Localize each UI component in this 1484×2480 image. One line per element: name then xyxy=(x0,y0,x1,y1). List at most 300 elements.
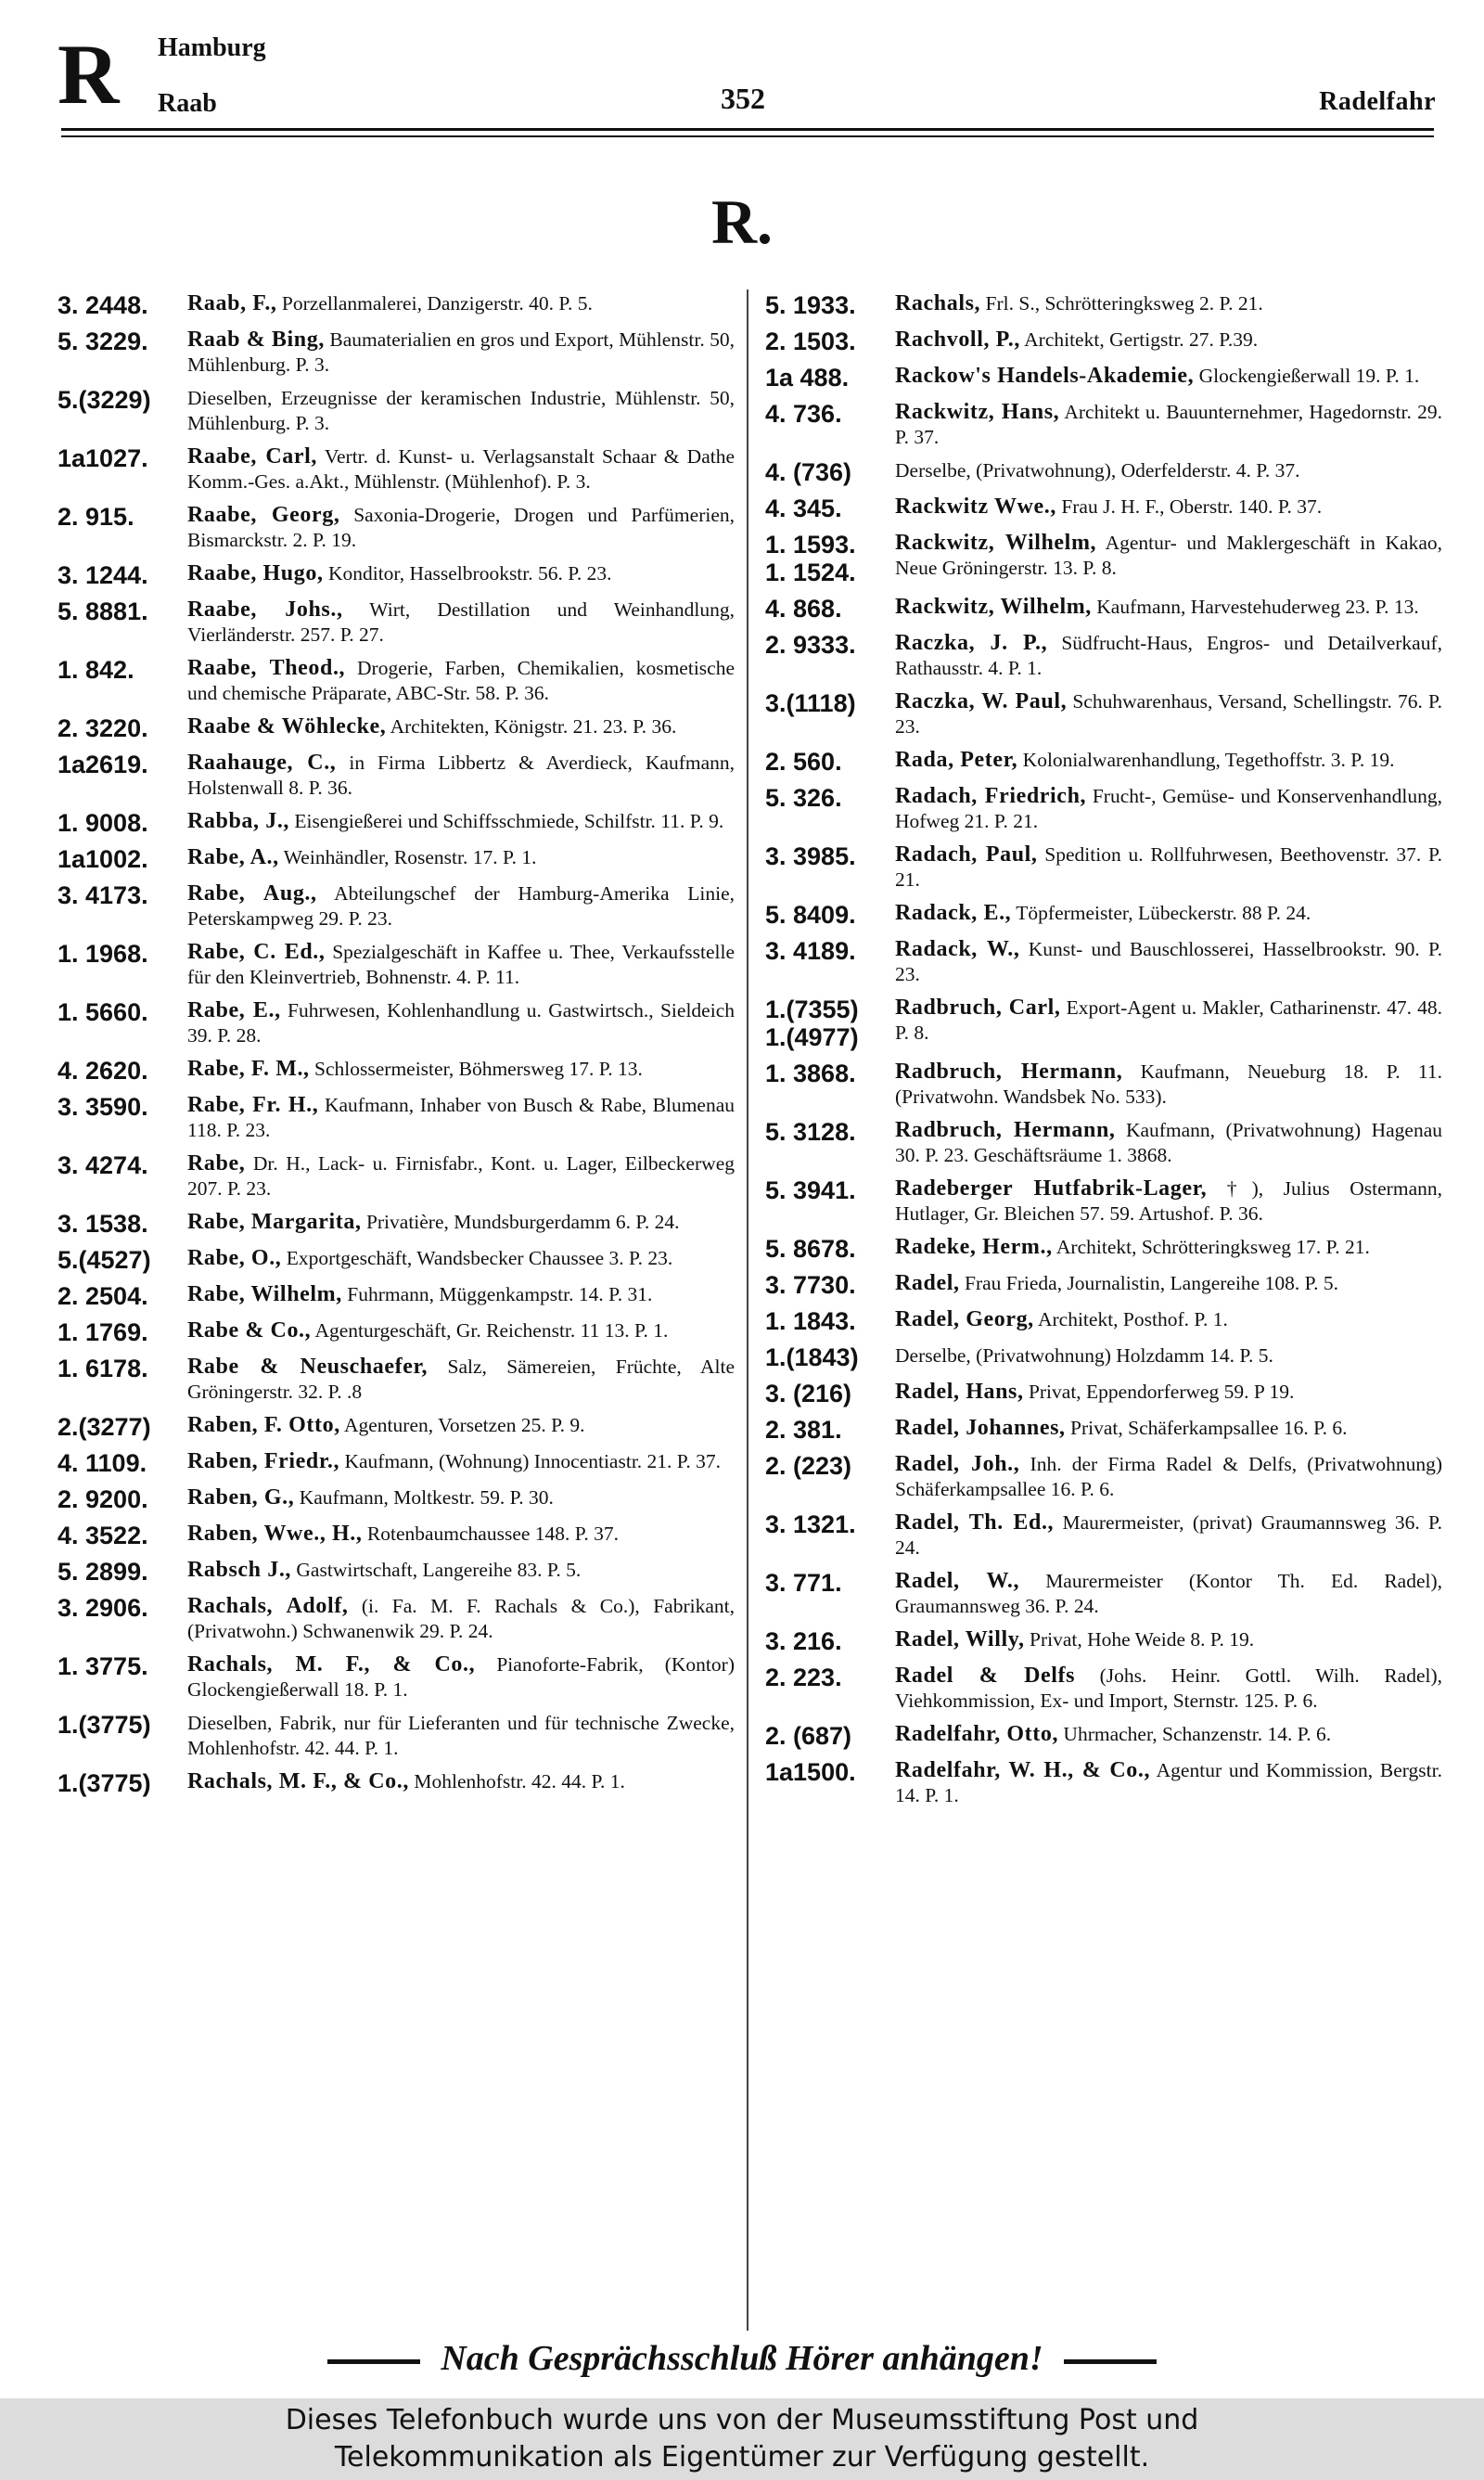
phone-number: 2. 223. xyxy=(765,1664,842,1691)
directory-entry xyxy=(58,809,735,837)
entry-name: Radel, Willy, xyxy=(895,1627,1025,1651)
directory-entry xyxy=(58,503,735,553)
directory-entry xyxy=(765,364,1442,392)
phone-number: 1.(3775) xyxy=(58,1769,151,1797)
phone-number: 3. 2906. xyxy=(58,1594,148,1622)
entry-name: Rabe, F. M., xyxy=(187,1057,310,1081)
entry-details: Mohlenhofstr. 42. 44. P. 1. xyxy=(408,1770,625,1793)
entry-text xyxy=(895,1722,1442,1747)
entry-text xyxy=(187,714,735,739)
entry-text xyxy=(187,1093,735,1143)
header-rule-thin xyxy=(61,135,1434,137)
entry-name: Raabe & Wöhlecke, xyxy=(187,714,387,739)
entry-name: Radbruch, Hermann, xyxy=(895,1118,1116,1142)
entry-name: Raben, Friedr., xyxy=(187,1449,340,1473)
entry-name: Radel, Johannes, xyxy=(895,1416,1066,1440)
phone-number: 4. 736. xyxy=(765,400,842,428)
header-last-name: Radelfahr xyxy=(1319,87,1436,116)
phone-number: 4. 345. xyxy=(765,495,842,522)
phone-number: 4. (736) xyxy=(765,458,852,486)
phone-number: 5. 1933. xyxy=(765,291,856,319)
entry-name: Rachals, M. F., & Co., xyxy=(187,1769,409,1793)
entry-name: Raczka, J. P., xyxy=(895,631,1048,655)
directory-entry xyxy=(765,1627,1442,1655)
phone-number: 1. 9008. xyxy=(58,809,148,837)
phone-number: 2. 2504. xyxy=(58,1282,148,1310)
phone-number: 1. 5660. xyxy=(58,998,148,1026)
directory-entry xyxy=(765,996,1442,1051)
phone-number: 3. 4189. xyxy=(765,937,856,965)
directory-entry xyxy=(765,1722,1442,1750)
phone-number: 4. 2620. xyxy=(58,1057,148,1085)
directory-entry xyxy=(58,1485,735,1513)
entry-text xyxy=(895,458,1442,483)
entry-details: Wirt, Destillation und Weinhandlung, Vierländerstr. 257. P. 27. xyxy=(187,598,735,646)
entry-text xyxy=(187,1210,735,1235)
entry-details: Salz, Sämereien, Früchte, Alte Gröningerstr. 32. P. .8 xyxy=(187,1356,735,1403)
directory-entry xyxy=(765,1060,1442,1110)
phone-number: 1. 3775. xyxy=(58,1652,148,1680)
entry-text xyxy=(895,996,1442,1046)
phone-number: 3. 771. xyxy=(765,1569,842,1597)
entry-name: Rachals, Adolf, xyxy=(187,1594,349,1618)
entry-text xyxy=(187,598,735,648)
entry-details: Kaufmann, Neueburg 18. P. 11. (Privatwohn. Wandsbek No. 533). xyxy=(895,1060,1442,1108)
directory-entry xyxy=(58,291,735,319)
directory-entry xyxy=(58,1711,735,1761)
directory-entry xyxy=(765,784,1442,834)
entry-details: Kunst- und Bauschlosserei, Hasselbrookstr. 90. P. 23. xyxy=(895,938,1442,985)
entry-text xyxy=(187,998,735,1048)
phone-number: 5.(4527) xyxy=(58,1246,151,1274)
entry-name: Rackwitz, Wilhelm, xyxy=(895,531,1097,555)
directory-entry xyxy=(765,458,1442,486)
entry-text xyxy=(895,531,1442,581)
entry-name: Raab & Bing, xyxy=(187,328,325,352)
phone-number: 1a2619. xyxy=(58,751,148,778)
entry-details: Frl. S., Schrötteringksweg 2. P. 21. xyxy=(980,292,1263,315)
entry-name: Rabsch J., xyxy=(187,1558,292,1582)
entry-text xyxy=(187,386,735,436)
entry-name: Raabe, Carl, xyxy=(187,444,318,469)
entry-name: Radel, Th. Ed., xyxy=(895,1510,1055,1535)
phone-number: 3. 4173. xyxy=(58,881,148,909)
phone-number: 5. 3941. xyxy=(765,1176,856,1204)
entry-name: Radach, Friedrich, xyxy=(895,784,1087,808)
entry-details: Architekt, Gertigstr. 27. P.39. xyxy=(1019,328,1259,351)
entry-details: Baumaterialien en gros und Export, Mühlenstr. 50, Mühlenburg. P. 3. xyxy=(187,328,735,376)
credit-line-1: Dieses Telefonbuch wurde uns von der Museumsstiftung Post und xyxy=(285,2404,1199,2436)
entry-details: Konditor, Hasselbrookstr. 56. P. 23. xyxy=(323,562,612,585)
directory-entry xyxy=(765,328,1442,355)
entry-text xyxy=(187,1151,735,1201)
phone-number: 1.(7355) 1.(4977) xyxy=(765,996,859,1051)
phone-number: 3. 3590. xyxy=(58,1093,148,1121)
entry-details: Frau Frieda, Journalistin, Langereihe 108. P. 5. xyxy=(959,1272,1339,1294)
entry-text xyxy=(895,689,1442,739)
directory-entry xyxy=(58,714,735,742)
entry-name: Raabe, Theod., xyxy=(187,656,346,680)
phone-number: 3. (216) xyxy=(765,1380,852,1407)
section-heading: R. xyxy=(710,186,774,257)
directory-entry xyxy=(765,1416,1442,1444)
entry-details: Spezialgeschäft in Kaffee u. Thee, Verkaufsstelle für den Kleinvertrieb, Bohnenstr. 4. P. 11. xyxy=(187,941,735,988)
phone-number: 1a1027. xyxy=(58,444,148,472)
entry-details: Eisengießerei und Schiffsschmiede, Schilfstr. 11. P. 9. xyxy=(289,810,724,832)
entry-name: Rachals, xyxy=(895,291,981,315)
entry-details: Vertr. d. Kunst- u. Verlagsanstalt Schaar & Dathe Komm.-Ges. a.Akt., Mühlenstr. (Mühlenhof). P. 3. xyxy=(187,445,736,493)
directory-entry xyxy=(58,1769,735,1797)
directory-entry xyxy=(58,561,735,589)
directory-entry xyxy=(765,595,1442,623)
directory-entry xyxy=(58,1282,735,1310)
entry-name: Raabe, Georg, xyxy=(187,503,340,527)
entry-details: Agenturgeschäft, Gr. Reichenstr. 11 13. P. 1. xyxy=(311,1319,669,1342)
directory-entry xyxy=(58,1558,735,1586)
entry-details: Dieselben, Fabrik, nur für Lieferanten und für technische Zwecke, Mohlenhofstr. 42. 44. P. 1. xyxy=(187,1712,735,1759)
entry-name: Rada, Peter, xyxy=(895,748,1018,772)
entry-text xyxy=(187,1558,735,1583)
entry-details: Kaufmann, Moltkestr. 59. P. 30. xyxy=(294,1486,554,1509)
entry-text xyxy=(895,1307,1442,1332)
entry-name: Rabe, Aug., xyxy=(187,881,317,906)
slogan-dash-left xyxy=(327,2359,420,2364)
entry-name: Rabe, A., xyxy=(187,845,279,869)
entry-text xyxy=(187,1413,735,1438)
phone-number: 2. 560. xyxy=(765,748,842,776)
entry-text xyxy=(187,751,735,801)
entry-details: Agentur- und Maklergeschäft in Kakao, Neue Gröningerstr. 13. P. 8. xyxy=(895,532,1443,579)
directory-entry xyxy=(765,1758,1442,1808)
directory-entry xyxy=(765,1452,1442,1502)
directory-entry xyxy=(58,1151,735,1201)
entry-details: Maurermeister (Kontor Th. Ed. Radel), Graumannsweg 36. P. 24. xyxy=(895,1570,1442,1617)
entry-name: Rabe & Co., xyxy=(187,1318,312,1343)
directory-entry xyxy=(765,1380,1442,1407)
directory-entry xyxy=(765,842,1442,893)
entry-text xyxy=(895,291,1442,316)
directory-entry xyxy=(765,631,1442,681)
entry-details: Architekt u. Bauunternehmer, Hagedornstr. 29. P. 37. xyxy=(895,401,1442,448)
directory-entry xyxy=(58,386,735,436)
entry-details: Kaufmann, Inhaber von Busch & Rabe, Blumenau 118. P. 23. xyxy=(187,1094,736,1141)
entry-name: Raahauge, C., xyxy=(187,751,337,775)
entry-name: Radel, Joh., xyxy=(895,1452,1020,1476)
entry-details: Gastwirtschaft, Langereihe 83. P. 5. xyxy=(291,1559,582,1581)
phone-number: 1. 1593. 1. 1524. xyxy=(765,531,856,586)
entry-details: Derselbe, (Privatwohnung), Oderfelderstr. 4. P. 37. xyxy=(895,459,1300,482)
directory-entry xyxy=(58,1246,735,1274)
entry-details: Kaufmann, Harvestehuderweg 23. P. 13. xyxy=(1091,596,1419,618)
entry-details: Fuhrmann, Müggenkampstr. 14. P. 31. xyxy=(341,1283,653,1305)
entry-name: Rabba, J., xyxy=(187,809,290,833)
entry-details: Uhrmacher, Schanzenstr. 14. P. 6. xyxy=(1058,1723,1332,1745)
entry-text xyxy=(187,1057,735,1082)
entry-name: Raczka, W. Paul, xyxy=(895,689,1068,713)
entry-name: Radeberger Hutfabrik-Lager, xyxy=(895,1176,1208,1201)
right-column xyxy=(765,291,1442,1817)
entry-name: Raben, Wwe., H., xyxy=(187,1522,363,1546)
directory-entry xyxy=(58,845,735,873)
directory-entry xyxy=(58,1594,735,1644)
directory-entry xyxy=(58,328,735,378)
phone-number: 1. 6178. xyxy=(58,1355,148,1382)
directory-entry xyxy=(58,598,735,648)
entry-name: Radel & Delfs xyxy=(895,1664,1076,1688)
directory-entry xyxy=(58,1057,735,1085)
directory-entry xyxy=(765,748,1442,776)
entry-details: Südfrucht-Haus, Engros- und Detailverkauf, Rathausstr. 4. P. 1. xyxy=(895,632,1442,679)
entry-name: Rabe, Wilhelm, xyxy=(187,1282,342,1306)
directory-entry xyxy=(765,1235,1442,1263)
entry-name: Raabe, Johs., xyxy=(187,598,343,622)
entry-details: Derselbe, (Privatwohnung) Holzdamm 14. P. 5. xyxy=(895,1344,1273,1367)
entry-details: Architekt, Schrötteringksweg 17. P. 21. xyxy=(1052,1236,1370,1258)
entry-text xyxy=(895,901,1442,926)
entry-name: Rabe, E., xyxy=(187,998,281,1022)
entry-details: Weinhändler, Rosenstr. 17. P. 1. xyxy=(278,846,537,868)
entry-details: Inh. der Firma Radel & Delfs, (Privatwohnung) Schäferkampsallee 16. P. 6. xyxy=(895,1453,1442,1500)
entry-text xyxy=(187,656,735,706)
directory-entry xyxy=(765,1118,1442,1168)
page-number: 352 xyxy=(721,82,765,115)
entry-name: Radel, W., xyxy=(895,1569,1020,1593)
entry-name: Rabe & Neuschaefer, xyxy=(187,1355,429,1379)
entry-name: Raab, F., xyxy=(187,291,277,315)
phone-number: 2. 9333. xyxy=(765,631,856,659)
entry-details: Frau J. H. F., Oberstr. 140. P. 37. xyxy=(1055,495,1323,518)
entry-name: Radel, Hans, xyxy=(895,1380,1024,1404)
entry-text xyxy=(187,444,735,495)
entry-name: Radel, xyxy=(895,1271,960,1295)
directory-entry xyxy=(58,940,735,990)
entry-text xyxy=(895,1380,1442,1405)
entry-text xyxy=(187,1769,735,1794)
entry-text xyxy=(187,328,735,378)
entry-text xyxy=(895,1510,1442,1561)
entry-name: Radel, Georg, xyxy=(895,1307,1034,1331)
entry-details: (Johs. Heinr. Gottl. Wilh. Radel), Viehkommission, Ex- und Import, Sternstr. 125. P. 6. xyxy=(895,1664,1443,1712)
entry-details: Agenturen, Vorsetzen 25. P. 9. xyxy=(339,1414,585,1436)
entry-details: Kaufmann, (Wohnung) Innocentiastr. 21. P. 37. xyxy=(339,1450,721,1472)
entry-name: Radbruch, Hermann, xyxy=(895,1060,1123,1084)
entry-name: Radelfahr, Otto, xyxy=(895,1722,1059,1746)
entry-name: Radack, W., xyxy=(895,937,1020,961)
entry-text xyxy=(895,937,1442,987)
entry-name: Raben, F. Otto, xyxy=(187,1413,340,1437)
entry-details: Schlossermeister, Böhmersweg 17. P. 13. xyxy=(309,1058,643,1080)
credit-line-2: Telekommunikation als Eigentümer zur Verfügung gestellt. xyxy=(334,2441,1150,2474)
entry-details: Privat, Schäferkampsallee 16. P. 6. xyxy=(1065,1417,1348,1439)
phone-number: 3. 2448. xyxy=(58,291,148,319)
entry-text xyxy=(895,328,1442,353)
credit-banner xyxy=(0,2398,1484,2480)
phone-number: 1a 488. xyxy=(765,364,850,392)
entry-details: in Firma Libbertz & Averdieck, Kaufmann, Holstenwall 8. P. 36. xyxy=(187,752,735,799)
entry-text xyxy=(895,631,1442,681)
entry-name: Rabe, xyxy=(187,1151,246,1176)
phone-number: 3. 3985. xyxy=(765,842,856,870)
phone-number: 4. 868. xyxy=(765,595,842,623)
directory-entry xyxy=(58,1449,735,1477)
entry-name: Rabe, Fr. H., xyxy=(187,1093,319,1117)
entry-text xyxy=(187,561,735,586)
entry-details: Privat, Hohe Weide 8. P. 19. xyxy=(1024,1628,1255,1651)
directory-entry xyxy=(58,751,735,801)
entry-details: Pianoforte-Fabrik, (Kontor) Glockengießerwall 18. P. 1. xyxy=(187,1653,735,1701)
phone-number: 1a1002. xyxy=(58,845,148,873)
directory-entry xyxy=(765,1510,1442,1561)
entry-text xyxy=(187,1485,735,1510)
entry-details: Architekt, Posthof. P. 1. xyxy=(1033,1308,1228,1330)
entry-details: Frucht-, Gemüse- und Konservenhandlung, Hofweg 21. P. 21. xyxy=(895,785,1443,832)
entry-text xyxy=(187,503,735,553)
directory-entry xyxy=(765,1307,1442,1335)
phone-number: 1.(1843) xyxy=(765,1343,859,1371)
phone-number: 5. 2899. xyxy=(58,1558,148,1586)
entry-details: Privat, Eppendorferweg 59. P 19. xyxy=(1023,1381,1295,1403)
entry-name: Raben, G., xyxy=(187,1485,295,1510)
entry-text xyxy=(895,1452,1442,1502)
directory-entry xyxy=(765,689,1442,739)
entry-text xyxy=(187,1711,735,1761)
phone-number: 3.(1118) xyxy=(765,689,856,717)
phone-number: 5. 326. xyxy=(765,784,842,812)
phone-number: 2.(3277) xyxy=(58,1413,151,1441)
slogan-text: Nach Gesprächsschluß Hörer anhängen! xyxy=(441,2339,1043,2378)
entry-name: Rabe, O., xyxy=(187,1246,282,1270)
entry-text xyxy=(895,364,1442,389)
directory-entry xyxy=(58,1093,735,1143)
entry-text xyxy=(187,1449,735,1474)
entry-text xyxy=(187,1246,735,1271)
column-divider xyxy=(747,289,748,2331)
phone-number: 5. 8678. xyxy=(765,1235,856,1263)
phone-number: 3. 1538. xyxy=(58,1210,148,1238)
entry-text xyxy=(187,1355,735,1405)
entry-text xyxy=(895,784,1442,834)
phone-number: 4. 3522. xyxy=(58,1522,148,1549)
entry-text xyxy=(895,400,1442,450)
phone-number: 1. 842. xyxy=(58,656,134,684)
entry-text xyxy=(187,1318,735,1343)
entry-text xyxy=(895,1664,1442,1714)
entry-details: Maurermeister, (privat) Graumannsweg 36. P. 24. xyxy=(895,1511,1442,1559)
phone-number: 1a1500. xyxy=(765,1758,856,1786)
phone-number: 5. 8409. xyxy=(765,901,856,929)
entry-details: Schuhwarenhaus, Versand, Schellingstr. 76. P. 23. xyxy=(895,690,1442,738)
directory-entry xyxy=(765,901,1442,929)
directory-entry xyxy=(765,937,1442,987)
entry-details: Agentur und Kommission, Bergstr. 14. P. 1. xyxy=(895,1759,1442,1806)
phone-number: 3. 4274. xyxy=(58,1151,148,1179)
phone-number: 3. 1244. xyxy=(58,561,148,589)
entry-name: Rackwitz, Hans, xyxy=(895,400,1060,424)
entry-details: Privatière, Mundsburgerdamm 6. P. 24. xyxy=(361,1211,680,1233)
directory-entry xyxy=(765,1664,1442,1714)
phone-number: 1.(3775) xyxy=(58,1711,151,1739)
entry-name: Raabe, Hugo, xyxy=(187,561,324,585)
entry-details: Glockengießerwall 19. P. 1. xyxy=(1194,365,1420,387)
entry-text xyxy=(187,1594,735,1644)
header-rule-thick xyxy=(61,128,1434,131)
phone-number: 1. 3868. xyxy=(765,1060,856,1087)
directory-entry xyxy=(58,998,735,1048)
entry-details: Architekten, Königstr. 21. 23. P. 36. xyxy=(386,715,677,738)
directory-entry xyxy=(58,1413,735,1441)
entry-details: Fuhrwesen, Kohlenhandlung u. Gastwirtsch., Sieldeich 39. P. 28. xyxy=(187,999,735,1047)
directory-entry xyxy=(58,444,735,495)
entry-name: Rachals, M. F., & Co., xyxy=(187,1652,476,1677)
entry-details: Drogerie, Farben, Chemikalien, kosmetische und chemische Präparate, ABC-Str. 58. P. 36. xyxy=(187,657,735,704)
header-city: Hamburg xyxy=(158,33,266,62)
directory-entry xyxy=(58,1210,735,1238)
entry-name: Radbruch, Carl, xyxy=(895,996,1061,1020)
phone-number: 2. 3220. xyxy=(58,714,148,742)
entry-text xyxy=(187,881,735,932)
entry-details: †), Julius Ostermann, Hutlager, Gr. Bleichen 57. 59. Artushof. P. 36. xyxy=(895,1177,1442,1225)
directory-entry xyxy=(58,1318,735,1346)
entry-details: Kolonialwarenhandlung, Tegethoffstr. 3. P. 19. xyxy=(1017,749,1395,771)
entry-name: Radack, E., xyxy=(895,901,1012,925)
entry-details: Töpfermeister, Lübeckerstr. 88 P. 24. xyxy=(1011,902,1311,924)
entry-details: (i. Fa. M. F. Rachals & Co.), Fabrikant, (Privatwohn.) Schwanenwik 29. P. 24. xyxy=(187,1595,735,1642)
entry-text xyxy=(895,1176,1442,1227)
footer-slogan xyxy=(0,2338,1484,2379)
entry-text xyxy=(187,845,735,870)
entry-name: Rabe, Margarita, xyxy=(187,1210,362,1234)
phone-number: 5. 3128. xyxy=(765,1118,856,1146)
entry-text xyxy=(895,1758,1442,1808)
directory-entry xyxy=(765,1176,1442,1227)
phone-number: 2. (223) xyxy=(765,1452,852,1480)
phone-number: 5. 8881. xyxy=(58,598,148,625)
entry-text xyxy=(187,1282,735,1307)
phone-number: 3. 7730. xyxy=(765,1271,856,1299)
phone-number: 2. 915. xyxy=(58,503,134,531)
entry-text xyxy=(895,1118,1442,1168)
entry-name: Radach, Paul, xyxy=(895,842,1038,867)
entry-name: Rackwitz Wwe., xyxy=(895,495,1056,519)
entry-text xyxy=(895,842,1442,893)
header-section-letter: R xyxy=(58,27,120,122)
entry-name: Rackwitz, Wilhelm, xyxy=(895,595,1092,619)
directory-entry xyxy=(765,495,1442,522)
directory-entry xyxy=(765,1569,1442,1619)
page-header xyxy=(58,26,1436,137)
phone-number: 2. 1503. xyxy=(765,328,856,355)
directory-entry xyxy=(765,1343,1442,1371)
directory-entry xyxy=(765,291,1442,319)
entry-name: Rackow's Handels-Akademie, xyxy=(895,364,1195,388)
phone-number: 1. 1968. xyxy=(58,940,148,968)
phone-number: 2. (687) xyxy=(765,1722,852,1750)
entry-text xyxy=(187,1652,735,1703)
entry-text xyxy=(895,1235,1442,1260)
entry-name: Radeke, Herm., xyxy=(895,1235,1053,1259)
phone-number: 5.(3229) xyxy=(58,386,151,414)
directory-entry xyxy=(58,1522,735,1549)
entry-name: Rachvoll, P., xyxy=(895,328,1020,352)
slogan-dash-right xyxy=(1064,2359,1157,2364)
phone-number: 3. 1321. xyxy=(765,1510,856,1538)
directory-entry xyxy=(58,1652,735,1703)
phone-number: 3. 216. xyxy=(765,1627,842,1655)
directory-entry xyxy=(58,656,735,706)
entry-text xyxy=(895,1271,1442,1296)
entry-details: Exportgeschäft, Wandsbecker Chaussee 3. P. 23. xyxy=(281,1247,673,1269)
entry-name: Rabe, C. Ed., xyxy=(187,940,326,964)
